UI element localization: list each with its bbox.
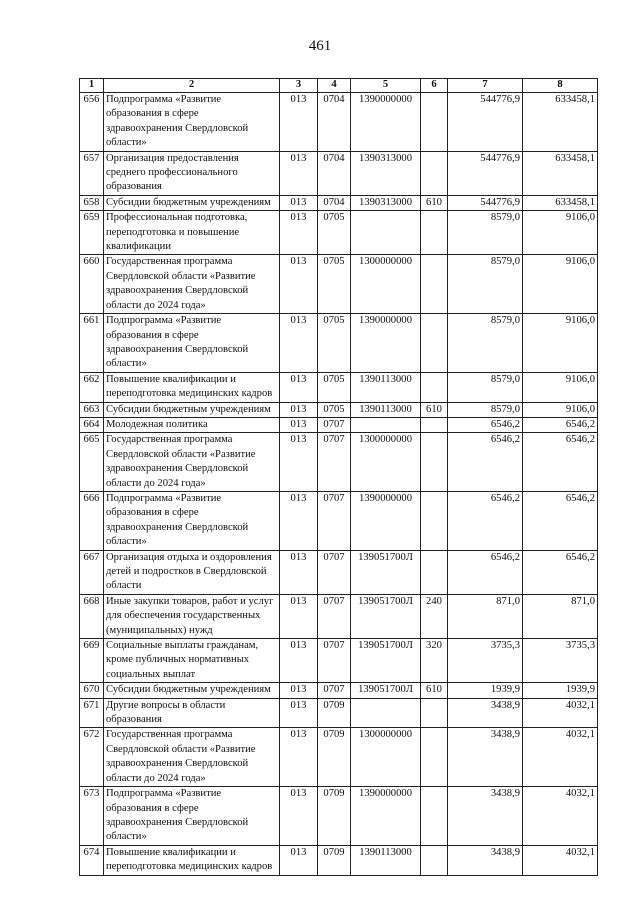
ministry-code: 013 bbox=[280, 417, 318, 432]
section-code: 0707 bbox=[318, 433, 351, 492]
amount-year-2: 4032,1 bbox=[523, 787, 598, 846]
expense-name: Профессиональная подготовка, переподготовка и повышение квалификации bbox=[104, 211, 280, 255]
amount-year-2: 6546,2 bbox=[523, 491, 598, 550]
row-number: 660 bbox=[80, 255, 104, 314]
ministry-code: 013 bbox=[280, 93, 318, 152]
table-row bbox=[80, 417, 598, 432]
row-number: 674 bbox=[80, 845, 104, 875]
amount-year-1: 3438,9 bbox=[448, 787, 523, 846]
ministry-code: 013 bbox=[280, 550, 318, 594]
amount-year-1: 6546,2 bbox=[448, 433, 523, 492]
section-code: 0709 bbox=[318, 787, 351, 846]
budget-table bbox=[79, 78, 598, 876]
section-code: 0704 bbox=[318, 195, 351, 210]
ministry-code: 013 bbox=[280, 728, 318, 787]
amount-year-2: 6546,2 bbox=[523, 417, 598, 432]
expense-type-code: 610 bbox=[421, 402, 448, 417]
amount-year-1: 8579,0 bbox=[448, 314, 523, 373]
page-number: 461 bbox=[308, 38, 332, 54]
expense-type-code bbox=[421, 433, 448, 492]
expense-type-code bbox=[421, 93, 448, 152]
amount-year-1: 8579,0 bbox=[448, 402, 523, 417]
row-number: 666 bbox=[80, 491, 104, 550]
ministry-code: 013 bbox=[280, 402, 318, 417]
row-number: 668 bbox=[80, 594, 104, 638]
table-row bbox=[80, 93, 598, 152]
amount-year-1: 6546,2 bbox=[448, 491, 523, 550]
ministry-code: 013 bbox=[280, 211, 318, 255]
section-code: 0707 bbox=[318, 417, 351, 432]
expense-name: Социальные выплаты гражданам, кроме публичных нормативных социальных выплат bbox=[104, 639, 280, 683]
expense-type-code bbox=[421, 787, 448, 846]
row-number: 672 bbox=[80, 728, 104, 787]
table-row bbox=[80, 211, 598, 255]
ministry-code: 013 bbox=[280, 151, 318, 195]
table-row bbox=[80, 402, 598, 417]
column-header: 1 bbox=[80, 79, 104, 93]
ministry-code: 013 bbox=[280, 314, 318, 373]
table-row bbox=[80, 787, 598, 846]
amount-year-1: 871,0 bbox=[448, 594, 523, 638]
table-row bbox=[80, 433, 598, 492]
column-header: 7 bbox=[448, 79, 523, 93]
expense-name: Государственная программа Свердловской области «Развитие здравоохранения Свердловской области до 2024 года» bbox=[104, 728, 280, 787]
amount-year-1: 3438,9 bbox=[448, 698, 523, 728]
target-article-code: 1390000000 bbox=[351, 93, 421, 152]
target-article-code: 1390113000 bbox=[351, 845, 421, 875]
table-row bbox=[80, 491, 598, 550]
target-article-code: 1390000000 bbox=[351, 491, 421, 550]
expense-type-code: 610 bbox=[421, 683, 448, 698]
expense-name: Молодежная политика bbox=[104, 417, 280, 432]
amount-year-2: 9106,0 bbox=[523, 255, 598, 314]
table-row bbox=[80, 594, 598, 638]
amount-year-2: 3735,3 bbox=[523, 639, 598, 683]
expense-name: Подпрограмма «Развитие образования в сфере здравоохранения Свердловской области» bbox=[104, 93, 280, 152]
row-number: 658 bbox=[80, 195, 104, 210]
section-code: 0709 bbox=[318, 698, 351, 728]
amount-year-2: 633458,1 bbox=[523, 93, 598, 152]
expense-type-code bbox=[421, 151, 448, 195]
target-article-code: 1390313000 bbox=[351, 151, 421, 195]
ministry-code: 013 bbox=[280, 255, 318, 314]
amount-year-2: 9106,0 bbox=[523, 314, 598, 373]
target-article-code: 139051700Л bbox=[351, 683, 421, 698]
expense-name: Субсидии бюджетным учреждениям bbox=[104, 402, 280, 417]
expense-type-code bbox=[421, 728, 448, 787]
row-number: 665 bbox=[80, 433, 104, 492]
target-article-code: 139051700Л bbox=[351, 639, 421, 683]
row-number: 657 bbox=[80, 151, 104, 195]
row-number: 659 bbox=[80, 211, 104, 255]
section-code: 0709 bbox=[318, 728, 351, 787]
target-article-code: 1390113000 bbox=[351, 372, 421, 402]
ministry-code: 013 bbox=[280, 372, 318, 402]
amount-year-1: 3438,9 bbox=[448, 845, 523, 875]
table-body bbox=[80, 93, 598, 876]
amount-year-1: 6546,2 bbox=[448, 550, 523, 594]
amount-year-1: 1939,9 bbox=[448, 683, 523, 698]
section-code: 0705 bbox=[318, 314, 351, 373]
expense-name: Повышение квалификации и переподготовка медицинских кадров bbox=[104, 372, 280, 402]
amount-year-1: 8579,0 bbox=[448, 372, 523, 402]
expense-type-code bbox=[421, 550, 448, 594]
amount-year-2: 871,0 bbox=[523, 594, 598, 638]
column-header: 8 bbox=[523, 79, 598, 93]
target-article-code bbox=[351, 698, 421, 728]
expense-name: Государственная программа Свердловской области «Развитие здравоохранения Свердловской области до 2024 года» bbox=[104, 255, 280, 314]
target-article-code bbox=[351, 417, 421, 432]
table-row bbox=[80, 639, 598, 683]
expense-type-code bbox=[421, 211, 448, 255]
ministry-code: 013 bbox=[280, 683, 318, 698]
row-number: 673 bbox=[80, 787, 104, 846]
section-code: 0707 bbox=[318, 594, 351, 638]
amount-year-2: 633458,1 bbox=[523, 195, 598, 210]
table-row bbox=[80, 195, 598, 210]
section-code: 0704 bbox=[318, 93, 351, 152]
expense-type-code bbox=[421, 314, 448, 373]
row-number: 667 bbox=[80, 550, 104, 594]
expense-name: Подпрограмма «Развитие образования в сфере здравоохранения Свердловской области» bbox=[104, 787, 280, 846]
row-number: 656 bbox=[80, 93, 104, 152]
section-code: 0707 bbox=[318, 683, 351, 698]
row-number: 671 bbox=[80, 698, 104, 728]
table-row bbox=[80, 314, 598, 373]
ministry-code: 013 bbox=[280, 639, 318, 683]
amount-year-1: 8579,0 bbox=[448, 211, 523, 255]
amount-year-1: 3735,3 bbox=[448, 639, 523, 683]
target-article-code: 139051700Л bbox=[351, 550, 421, 594]
target-article-code: 1390000000 bbox=[351, 314, 421, 373]
expense-type-code bbox=[421, 491, 448, 550]
row-number: 661 bbox=[80, 314, 104, 373]
target-article-code: 1300000000 bbox=[351, 255, 421, 314]
table-row bbox=[80, 683, 598, 698]
ministry-code: 013 bbox=[280, 195, 318, 210]
expense-type-code: 240 bbox=[421, 594, 448, 638]
expense-type-code bbox=[421, 698, 448, 728]
column-header: 4 bbox=[318, 79, 351, 93]
amount-year-2: 6546,2 bbox=[523, 550, 598, 594]
expense-name: Организация предоставления среднего профессионального образования bbox=[104, 151, 280, 195]
column-header: 3 bbox=[280, 79, 318, 93]
expense-name: Государственная программа Свердловской области «Развитие здравоохранения Свердловской области до 2024 года» bbox=[104, 433, 280, 492]
expense-type-code bbox=[421, 417, 448, 432]
ministry-code: 013 bbox=[280, 594, 318, 638]
amount-year-1: 544776,9 bbox=[448, 93, 523, 152]
target-article-code: 139051700Л bbox=[351, 594, 421, 638]
expense-name: Подпрограмма «Развитие образования в сфере здравоохранения Свердловской области» bbox=[104, 491, 280, 550]
table-row bbox=[80, 550, 598, 594]
column-header: 2 bbox=[104, 79, 280, 93]
table-row bbox=[80, 698, 598, 728]
column-header: 6 bbox=[421, 79, 448, 93]
table-row bbox=[80, 372, 598, 402]
amount-year-1: 8579,0 bbox=[448, 255, 523, 314]
expense-name: Повышение квалификации и переподготовка медицинских кадров bbox=[104, 845, 280, 875]
amount-year-1: 544776,9 bbox=[448, 151, 523, 195]
section-code: 0707 bbox=[318, 491, 351, 550]
row-number: 663 bbox=[80, 402, 104, 417]
expense-name: Субсидии бюджетным учреждениям bbox=[104, 683, 280, 698]
amount-year-1: 544776,9 bbox=[448, 195, 523, 210]
table-row bbox=[80, 845, 598, 875]
ministry-code: 013 bbox=[280, 787, 318, 846]
expense-type-code bbox=[421, 255, 448, 314]
expense-type-code: 320 bbox=[421, 639, 448, 683]
table-header bbox=[80, 79, 598, 93]
ministry-code: 013 bbox=[280, 698, 318, 728]
target-article-code: 1390000000 bbox=[351, 787, 421, 846]
expense-name: Организация отдыха и оздоровления детей и подростков в Свердловской области bbox=[104, 550, 280, 594]
section-code: 0705 bbox=[318, 211, 351, 255]
amount-year-2: 6546,2 bbox=[523, 433, 598, 492]
section-code: 0707 bbox=[318, 639, 351, 683]
target-article-code: 1300000000 bbox=[351, 433, 421, 492]
section-code: 0709 bbox=[318, 845, 351, 875]
row-number: 670 bbox=[80, 683, 104, 698]
amount-year-2: 633458,1 bbox=[523, 151, 598, 195]
target-article-code: 1390313000 bbox=[351, 195, 421, 210]
section-code: 0707 bbox=[318, 550, 351, 594]
row-number: 669 bbox=[80, 639, 104, 683]
expense-type-code: 610 bbox=[421, 195, 448, 210]
amount-year-2: 9106,0 bbox=[523, 211, 598, 255]
section-code: 0704 bbox=[318, 151, 351, 195]
expense-type-code bbox=[421, 372, 448, 402]
amount-year-2: 9106,0 bbox=[523, 372, 598, 402]
amount-year-1: 6546,2 bbox=[448, 417, 523, 432]
amount-year-2: 9106,0 bbox=[523, 402, 598, 417]
expense-name: Другие вопросы в области образования bbox=[104, 698, 280, 728]
row-number: 664 bbox=[80, 417, 104, 432]
section-code: 0705 bbox=[318, 255, 351, 314]
amount-year-2: 4032,1 bbox=[523, 698, 598, 728]
amount-year-2: 4032,1 bbox=[523, 728, 598, 787]
section-code: 0705 bbox=[318, 402, 351, 417]
expense-type-code bbox=[421, 845, 448, 875]
table-row bbox=[80, 151, 598, 195]
target-article-code: 1300000000 bbox=[351, 728, 421, 787]
amount-year-2: 4032,1 bbox=[523, 845, 598, 875]
table-row bbox=[80, 255, 598, 314]
target-article-code bbox=[351, 211, 421, 255]
section-code: 0705 bbox=[318, 372, 351, 402]
expense-name: Иные закупки товаров, работ и услуг для обеспечения государственных (муниципальных) нужд bbox=[104, 594, 280, 638]
expense-name: Субсидии бюджетным учреждениям bbox=[104, 195, 280, 210]
amount-year-2: 1939,9 bbox=[523, 683, 598, 698]
header-row bbox=[80, 79, 598, 93]
ministry-code: 013 bbox=[280, 491, 318, 550]
ministry-code: 013 bbox=[280, 845, 318, 875]
ministry-code: 013 bbox=[280, 433, 318, 492]
table-row bbox=[80, 728, 598, 787]
amount-year-1: 3438,9 bbox=[448, 728, 523, 787]
row-number: 662 bbox=[80, 372, 104, 402]
column-header: 5 bbox=[351, 79, 421, 93]
expense-name: Подпрограмма «Развитие образования в сфере здравоохранения Свердловской области» bbox=[104, 314, 280, 373]
target-article-code: 1390113000 bbox=[351, 402, 421, 417]
